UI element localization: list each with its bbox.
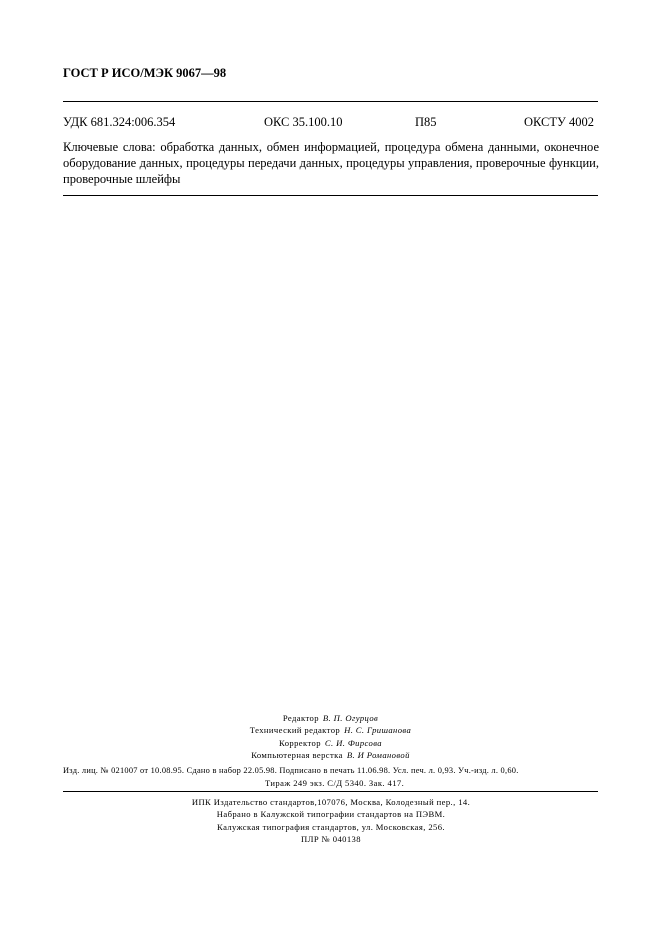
credit-person: В. П. Огурцов [322,713,379,723]
publisher-line-3: Калужская типография стандартов, ул. Московская, 256. [217,821,445,832]
okstu-code: ОКСТУ 4002 [524,115,595,129]
imprint-line-2: Тираж 249 экз. С/Д 5340. Зак. 417. [265,778,405,788]
credit-typesetting [200,749,461,761]
publisher-line-4: ПЛР № 040138 [301,833,361,844]
credit-role: Технический редактор [249,725,341,736]
udk-code: УДК 681.324:006.354 [63,115,176,129]
imprint-line-1: Изд. лиц. № 021007 от 10.08.95. Сдано в набор 22.05.98. Подписано в печать 11.06.98. Усл. печ. л. 0,93. Уч.-изд. л. 0,60. [63,766,519,775]
publisher-line-1: ИПК Издательство стандартов,107076, Москва, Колодезный пер., 14. [191,797,471,807]
imprint-bottom-rule [63,791,598,792]
credit-person: Н. С. Гришанова [344,725,412,736]
p-code: П85 [415,115,437,129]
publisher-line-2: Набрано в Калужской типографии стандартов на ПЭВМ. [216,809,446,820]
credit-person: В. И Романовой [346,749,410,760]
credit-role: Редактор [282,713,319,723]
keywords-paragraph: Ключевые слова: обработка данных, обмен информацией, процедура обмена данными, оконечное оборудование данных, процедуры передачи данных, процедуры управления, проверочные функции, проверочные шлейфы [63,140,599,186]
credits-block [200,712,461,761]
credit-role: Корректор [278,737,321,748]
keywords-bottom-rule [63,195,598,196]
credit-role: Компьютерная верстка [251,749,343,760]
credit-person: С. И. Фирсова [324,737,383,748]
publisher-block [63,796,599,845]
credit-tech-editor [200,724,461,736]
oks-code: ОКС 35.100.10 [264,115,343,129]
credit-proofreader [200,737,461,749]
top-rule [63,101,598,102]
credit-editor [200,712,461,724]
standard-number: ГОСТ Р ИСО/МЭК 9067—98 [63,66,227,80]
